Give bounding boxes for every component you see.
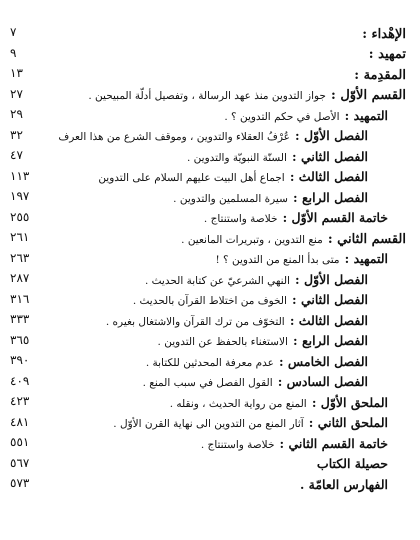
toc-entry bbox=[10, 453, 406, 474]
toc-entry-label: الفهارس العامّة . bbox=[299, 476, 388, 492]
toc-entry-text bbox=[58, 289, 406, 308]
page-number: ٣٢ bbox=[10, 127, 23, 142]
page-number: ٤٨١ bbox=[10, 414, 30, 429]
toc-entry-label: تمهيد : bbox=[368, 47, 406, 63]
page-number: ٣٣٣ bbox=[10, 312, 30, 327]
toc-entry-text bbox=[58, 474, 406, 493]
page-number: ٣٩٠ bbox=[10, 353, 30, 368]
page-number: ٢٩ bbox=[10, 107, 23, 122]
page-number: ٢٦١ bbox=[10, 230, 30, 245]
toc-entry-text bbox=[58, 125, 406, 144]
toc-entry-text bbox=[58, 64, 406, 83]
toc-entry-label: الملحق الثاني : bbox=[308, 415, 388, 431]
toc-entry bbox=[10, 104, 406, 125]
toc-entry-text bbox=[58, 310, 406, 329]
page-number: ٤٢٣ bbox=[10, 394, 30, 409]
toc-entry bbox=[10, 22, 406, 43]
toc-entry-label: التمهيد : bbox=[344, 107, 388, 123]
toc-entry-label: الفصل الثالث : bbox=[289, 169, 368, 185]
toc-entry-text bbox=[58, 330, 406, 349]
toc-entry-label: الملحق الأوّل : bbox=[311, 394, 388, 410]
toc-entry-description: سيرة المسلمين والتدوين . bbox=[173, 192, 288, 205]
page-number: ٣٦٥ bbox=[10, 332, 30, 347]
toc-entry-text bbox=[58, 412, 406, 431]
toc-entry-description: آثار المنع من التدوين الى نهاية القرن الأوّل . bbox=[113, 418, 304, 431]
toc-entry bbox=[10, 43, 406, 64]
toc-entry bbox=[10, 330, 406, 351]
toc-entry bbox=[10, 63, 406, 84]
toc-entry-label: التمهيد : bbox=[344, 251, 388, 267]
toc-entry-label: الفصل الثالث : bbox=[289, 312, 368, 328]
toc-entry-text bbox=[58, 166, 406, 185]
toc-entry bbox=[10, 473, 406, 494]
toc-entry-label: خاتمة القسم الأوّل : bbox=[282, 210, 388, 226]
toc-entry bbox=[10, 186, 406, 207]
toc-entry-label: الإهْداء : bbox=[362, 26, 406, 42]
page-number: ٤٧ bbox=[10, 148, 23, 163]
toc-entry bbox=[10, 309, 406, 330]
toc-entry-text bbox=[58, 187, 406, 206]
page-number: ٥٥١ bbox=[10, 435, 30, 450]
toc-entry bbox=[10, 268, 406, 289]
page-number: ٥٧٣ bbox=[10, 476, 30, 491]
page-number: ٥٦٧ bbox=[10, 455, 30, 470]
toc-entry-text bbox=[58, 351, 406, 370]
toc-entry bbox=[10, 84, 406, 105]
toc-entry-text bbox=[58, 433, 406, 452]
toc-entry-label: القسم الثاني : bbox=[327, 231, 406, 247]
toc-entry-description: القول الفصل في سبب المنع . bbox=[142, 377, 273, 390]
toc-entry-label: الفصل الثاني : bbox=[292, 292, 368, 308]
toc-entry-text bbox=[58, 248, 406, 267]
toc-entry-description: الخوف من اختلاط القرآن بالحديث . bbox=[132, 295, 287, 308]
toc-entry-description: جواز التدوين منذ عهد الرسالة ، وتفصيل أدلّة المبيحين . bbox=[88, 90, 326, 103]
toc-entry bbox=[10, 371, 406, 392]
toc-entry-text bbox=[58, 84, 406, 103]
toc-entry-description: منع التدوين ، وتبريرات المانعين . bbox=[181, 233, 323, 246]
toc-entry-label: الفصل الأوّل : bbox=[295, 271, 368, 287]
page-number: ١٣ bbox=[10, 66, 23, 81]
toc-entry-label: الفصل السادس : bbox=[277, 374, 368, 390]
page-number: ٢٦٣ bbox=[10, 250, 30, 265]
toc-entry-description: متى بدأ المنع من التدوين ؟ ! bbox=[215, 254, 340, 267]
toc-entry-description: المنع من رواية الحديث ، ونقله . bbox=[169, 397, 307, 410]
toc-entry-description: عُرْفُ العقلاء والتدوين ، وموقف الشرع من هذا العرف bbox=[58, 131, 290, 144]
toc-entry-description: خلاصة واستنتاج . bbox=[200, 438, 275, 451]
toc-entry bbox=[10, 391, 406, 412]
toc-entry-text bbox=[58, 228, 406, 247]
toc-entry bbox=[10, 432, 406, 453]
toc-entry-text bbox=[58, 269, 406, 288]
toc-entry-label: القسم الأوّل : bbox=[331, 88, 406, 104]
toc-entry bbox=[10, 412, 406, 433]
toc-entry-description: التخوّف من ترك القرآن والاشتغال بغيره . bbox=[105, 315, 285, 328]
toc-entry bbox=[10, 166, 406, 187]
toc-entry-description: خلاصة واستنتاج . bbox=[203, 213, 278, 226]
toc-entry-text bbox=[58, 392, 406, 411]
toc-entry-text bbox=[58, 43, 406, 62]
toc-entry bbox=[10, 145, 406, 166]
toc-entry-label: الفصل الخامس : bbox=[278, 353, 368, 369]
page-number: ٧ bbox=[10, 25, 17, 40]
toc-entry-text bbox=[58, 146, 406, 165]
toc-entry bbox=[10, 207, 406, 228]
page-number: ٢٧ bbox=[10, 86, 23, 101]
page-number: ٢٥٥ bbox=[10, 209, 30, 224]
toc-entry-description: عدم معرفة المحدثين للكتابة . bbox=[145, 356, 274, 369]
toc-entry bbox=[10, 350, 406, 371]
toc-entry-text bbox=[58, 207, 406, 226]
page-number: ٤٠٩ bbox=[10, 373, 30, 388]
toc-entry-label: الفصل الأوّل : bbox=[295, 128, 368, 144]
page-number: ١١٣ bbox=[10, 168, 30, 183]
table-of-contents bbox=[10, 22, 406, 494]
toc-entry bbox=[10, 125, 406, 146]
toc-entry-description: السنّة النبويّة والتدوين . bbox=[186, 151, 287, 164]
toc-entry-description: الاستغناء بالحفظ عن التدوين . bbox=[157, 336, 288, 349]
toc-entry-text bbox=[58, 371, 406, 390]
toc-entry-label: الفصل الثاني : bbox=[292, 148, 368, 164]
toc-entry bbox=[10, 227, 406, 248]
toc-entry-label: المقدِمة : bbox=[354, 67, 406, 83]
toc-entry-description: الأصل في حكم التدوين ؟ . bbox=[224, 110, 340, 123]
page-number: ٢٨٧ bbox=[10, 271, 30, 286]
toc-entry-text bbox=[58, 23, 406, 42]
toc-entry bbox=[10, 289, 406, 310]
toc-entry-text bbox=[58, 105, 406, 124]
toc-entry-text bbox=[58, 453, 406, 472]
toc-entry bbox=[10, 248, 406, 269]
toc-entry-label: حصيلة الكتاب bbox=[316, 456, 388, 472]
toc-entry-label: الفصل الرابع : bbox=[292, 189, 368, 205]
toc-entry-description: النهي الشرعيّ عن كتابة الحديث . bbox=[144, 274, 290, 287]
page-number: ٩ bbox=[10, 45, 17, 60]
toc-entry-description: اجماع أهل البيت عليهم السلام على التدوين bbox=[98, 172, 285, 185]
page-number: ١٩٧ bbox=[10, 189, 30, 204]
toc-entry-label: الفصل الرابع : bbox=[292, 333, 368, 349]
page-number: ٣١٦ bbox=[10, 291, 30, 306]
toc-entry-label: خاتمة القسم الثاني : bbox=[279, 435, 388, 451]
